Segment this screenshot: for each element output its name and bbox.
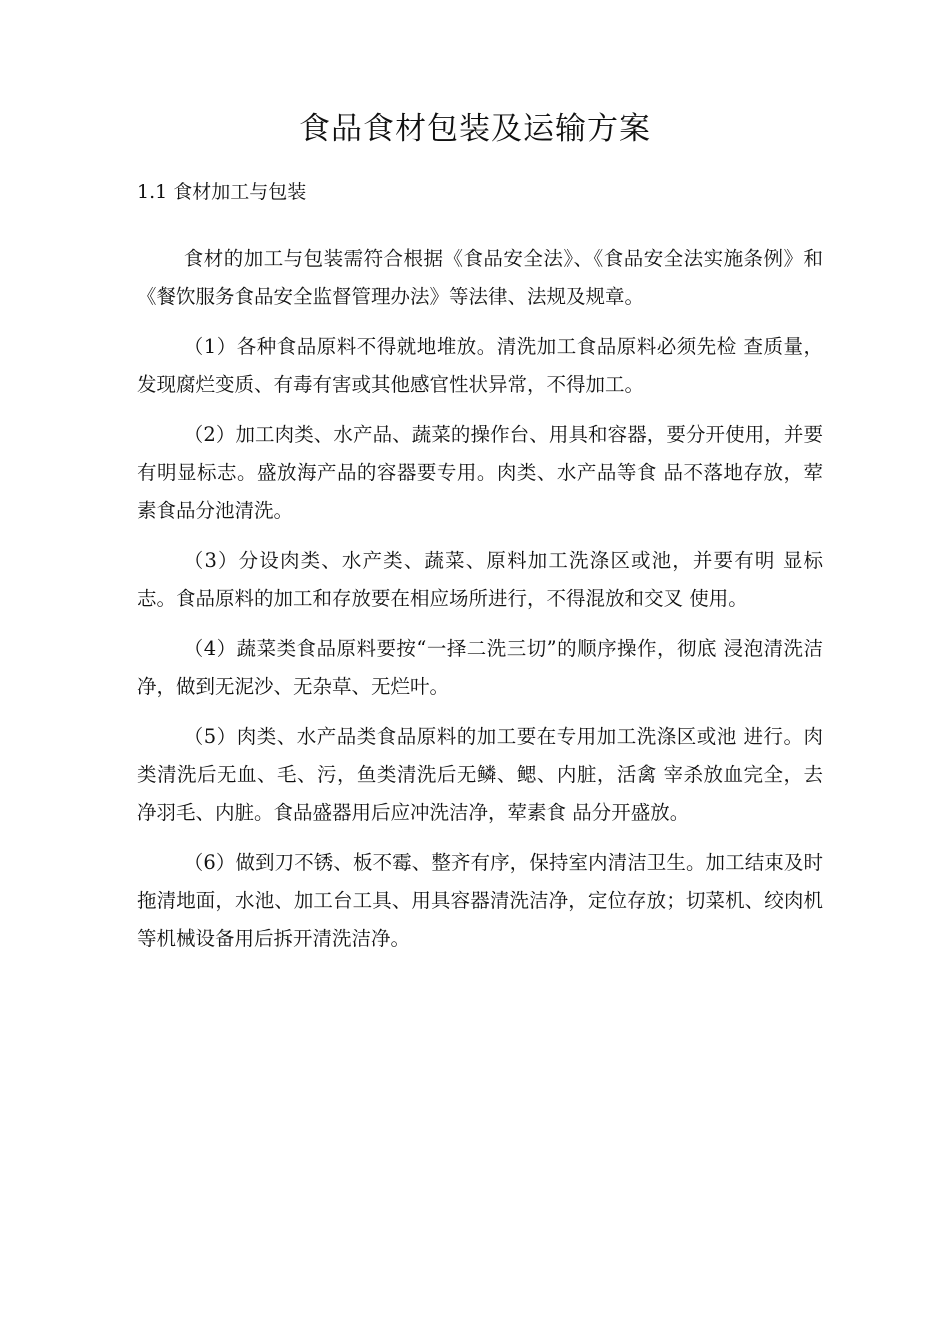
document-title: 食品食材包装及运输方案 (299, 111, 651, 147)
paragraph-item-2: （2）加工肉类、水产品、蔬菜的操作台、用具和容器，要分开使用，并要有明显标志。盛放海产品的容器要专用。肉类、水产品等食 品不落地存放，荤素食品分池清洗。 (137, 423, 823, 522)
document-body (137, 240, 823, 960)
paragraph-item-3: （3）分设肉类、水产类、蔬菜、原料加工洗涤区或池，并要有明 显标志。食品原料的加工和存放要在相应场所进行，不得混放和交叉 使用。 (137, 549, 823, 610)
paragraph-item-6: （6）做到刀不锈、板不霉、整齐有序，保持室内清洁卫生。加工结束及时拖清地面，水池、加工台工具、用具容器清洗洁净，定位存放；切菜机、绞肉机等机械设备用后拆开清洗洁净。 (137, 851, 823, 950)
paragraph-item-5: （5）肉类、水产品类食品原料的加工要在专用加工洗涤区或池 进行。肉类清洗后无血、毛、污，鱼类清洗后无鳞、鳃、内脏，活禽 宰杀放血完全，去净羽毛、内脏。食品盛器用后应冲洗洁净，荤素食 品分开盛放。 (137, 725, 823, 824)
section-heading: 1.1 食材加工与包装 (137, 181, 307, 203)
paragraph-intro: 食材的加工与包装需符合根据《食品安全法》、《食品安全法实施条例》和《餐饮服务食品安全监督管理办法》等法律、法规及规章。 (137, 247, 823, 308)
paragraph-item-4: （4）蔬菜类食品原料要按“一择二洗三切”的顺序操作，彻底 浸泡清洗洁净，做到无泥沙、无杂草、无烂叶。 (137, 637, 823, 698)
paragraph-item-1: （1）各种食品原料不得就地堆放。清洗加工食品原料必须先检 查质量，发现腐烂变质、有毒有害或其他感官性状异常，不得加工。 (137, 335, 823, 396)
